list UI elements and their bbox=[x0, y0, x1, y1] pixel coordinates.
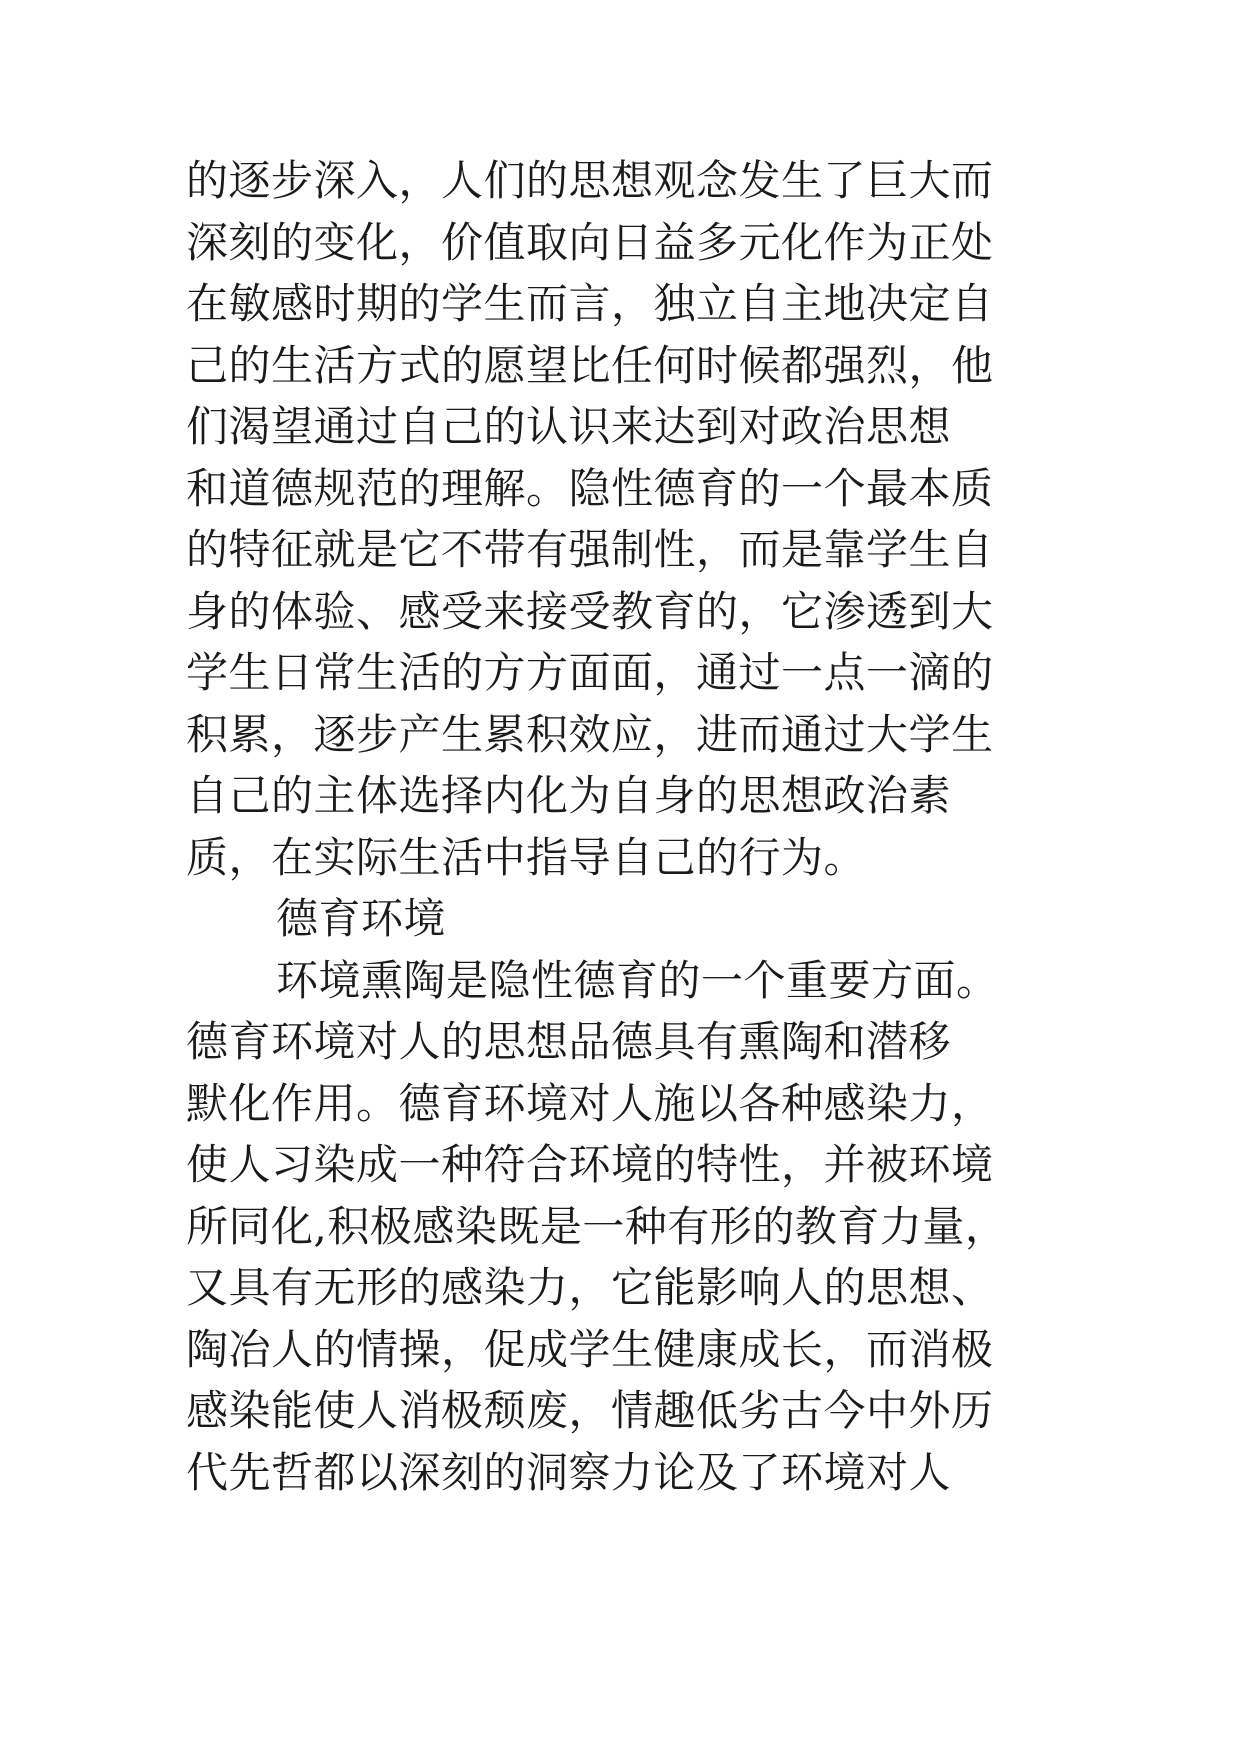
paragraph-first-line: 环境熏陶是隐性德育的一个重要方面。 bbox=[276, 955, 999, 1005]
text-line: 己的生活方式的愿望比任何时候都强烈，他 bbox=[186, 340, 994, 390]
text-line: 质，在实际生活中指导自己的行为。 bbox=[186, 832, 867, 882]
text-line: 感染能使人消极颓废，情趣低劣古今中外历 bbox=[186, 1386, 994, 1435]
text-line: 深刻的变化，价值取向日益多元化作为正处 bbox=[186, 217, 994, 267]
text-line: 学生日常生活的方方面面，通过一点一滴的 bbox=[186, 648, 994, 697]
section-heading: 德育环境 bbox=[276, 894, 447, 943]
text-line: 积累，逐步产生累积效应，进而通过大学生 bbox=[186, 709, 994, 759]
text-line: 的逐步深入，人们的思想观念发生了巨大而 bbox=[186, 156, 994, 205]
text-line: 又具有无形的感染力，它能影响人的思想、 bbox=[186, 1263, 994, 1312]
text-line: 默化作用。德育环境对人施以各种感染力， bbox=[186, 1078, 994, 1128]
text-line: 陶冶人的情操，促成学生健康成长，而消极 bbox=[186, 1324, 994, 1374]
text-line: 使人习染成一种符合环境的特性，并被环境 bbox=[186, 1140, 994, 1189]
text-line: 和道德规范的理解。隐性德育的一个最本质 bbox=[186, 463, 994, 513]
text-line: 所同化,积极感染既是一种有形的教育力量， bbox=[186, 1201, 1008, 1251]
text-line: 自己的主体选择内化为自身的思想政治素 bbox=[186, 771, 952, 820]
text-line: 在敏感时期的学生而言，独立自主地决定自 bbox=[186, 279, 994, 328]
body-text bbox=[186, 150, 1086, 1503]
text-line: 代先哲都以深刻的洞察力论及了环境对人 bbox=[186, 1447, 952, 1497]
text-line: 德育环境对人的思想品德具有熏陶和潜移 bbox=[186, 1017, 952, 1066]
text-line: 们渴望通过自己的认识来达到对政治思想 bbox=[186, 402, 952, 451]
text-line: 的特征就是它不带有强制性，而是靠学生自 bbox=[186, 525, 994, 574]
text-line: 身的体验、感受来接受教育的，它渗透到大 bbox=[186, 586, 994, 636]
